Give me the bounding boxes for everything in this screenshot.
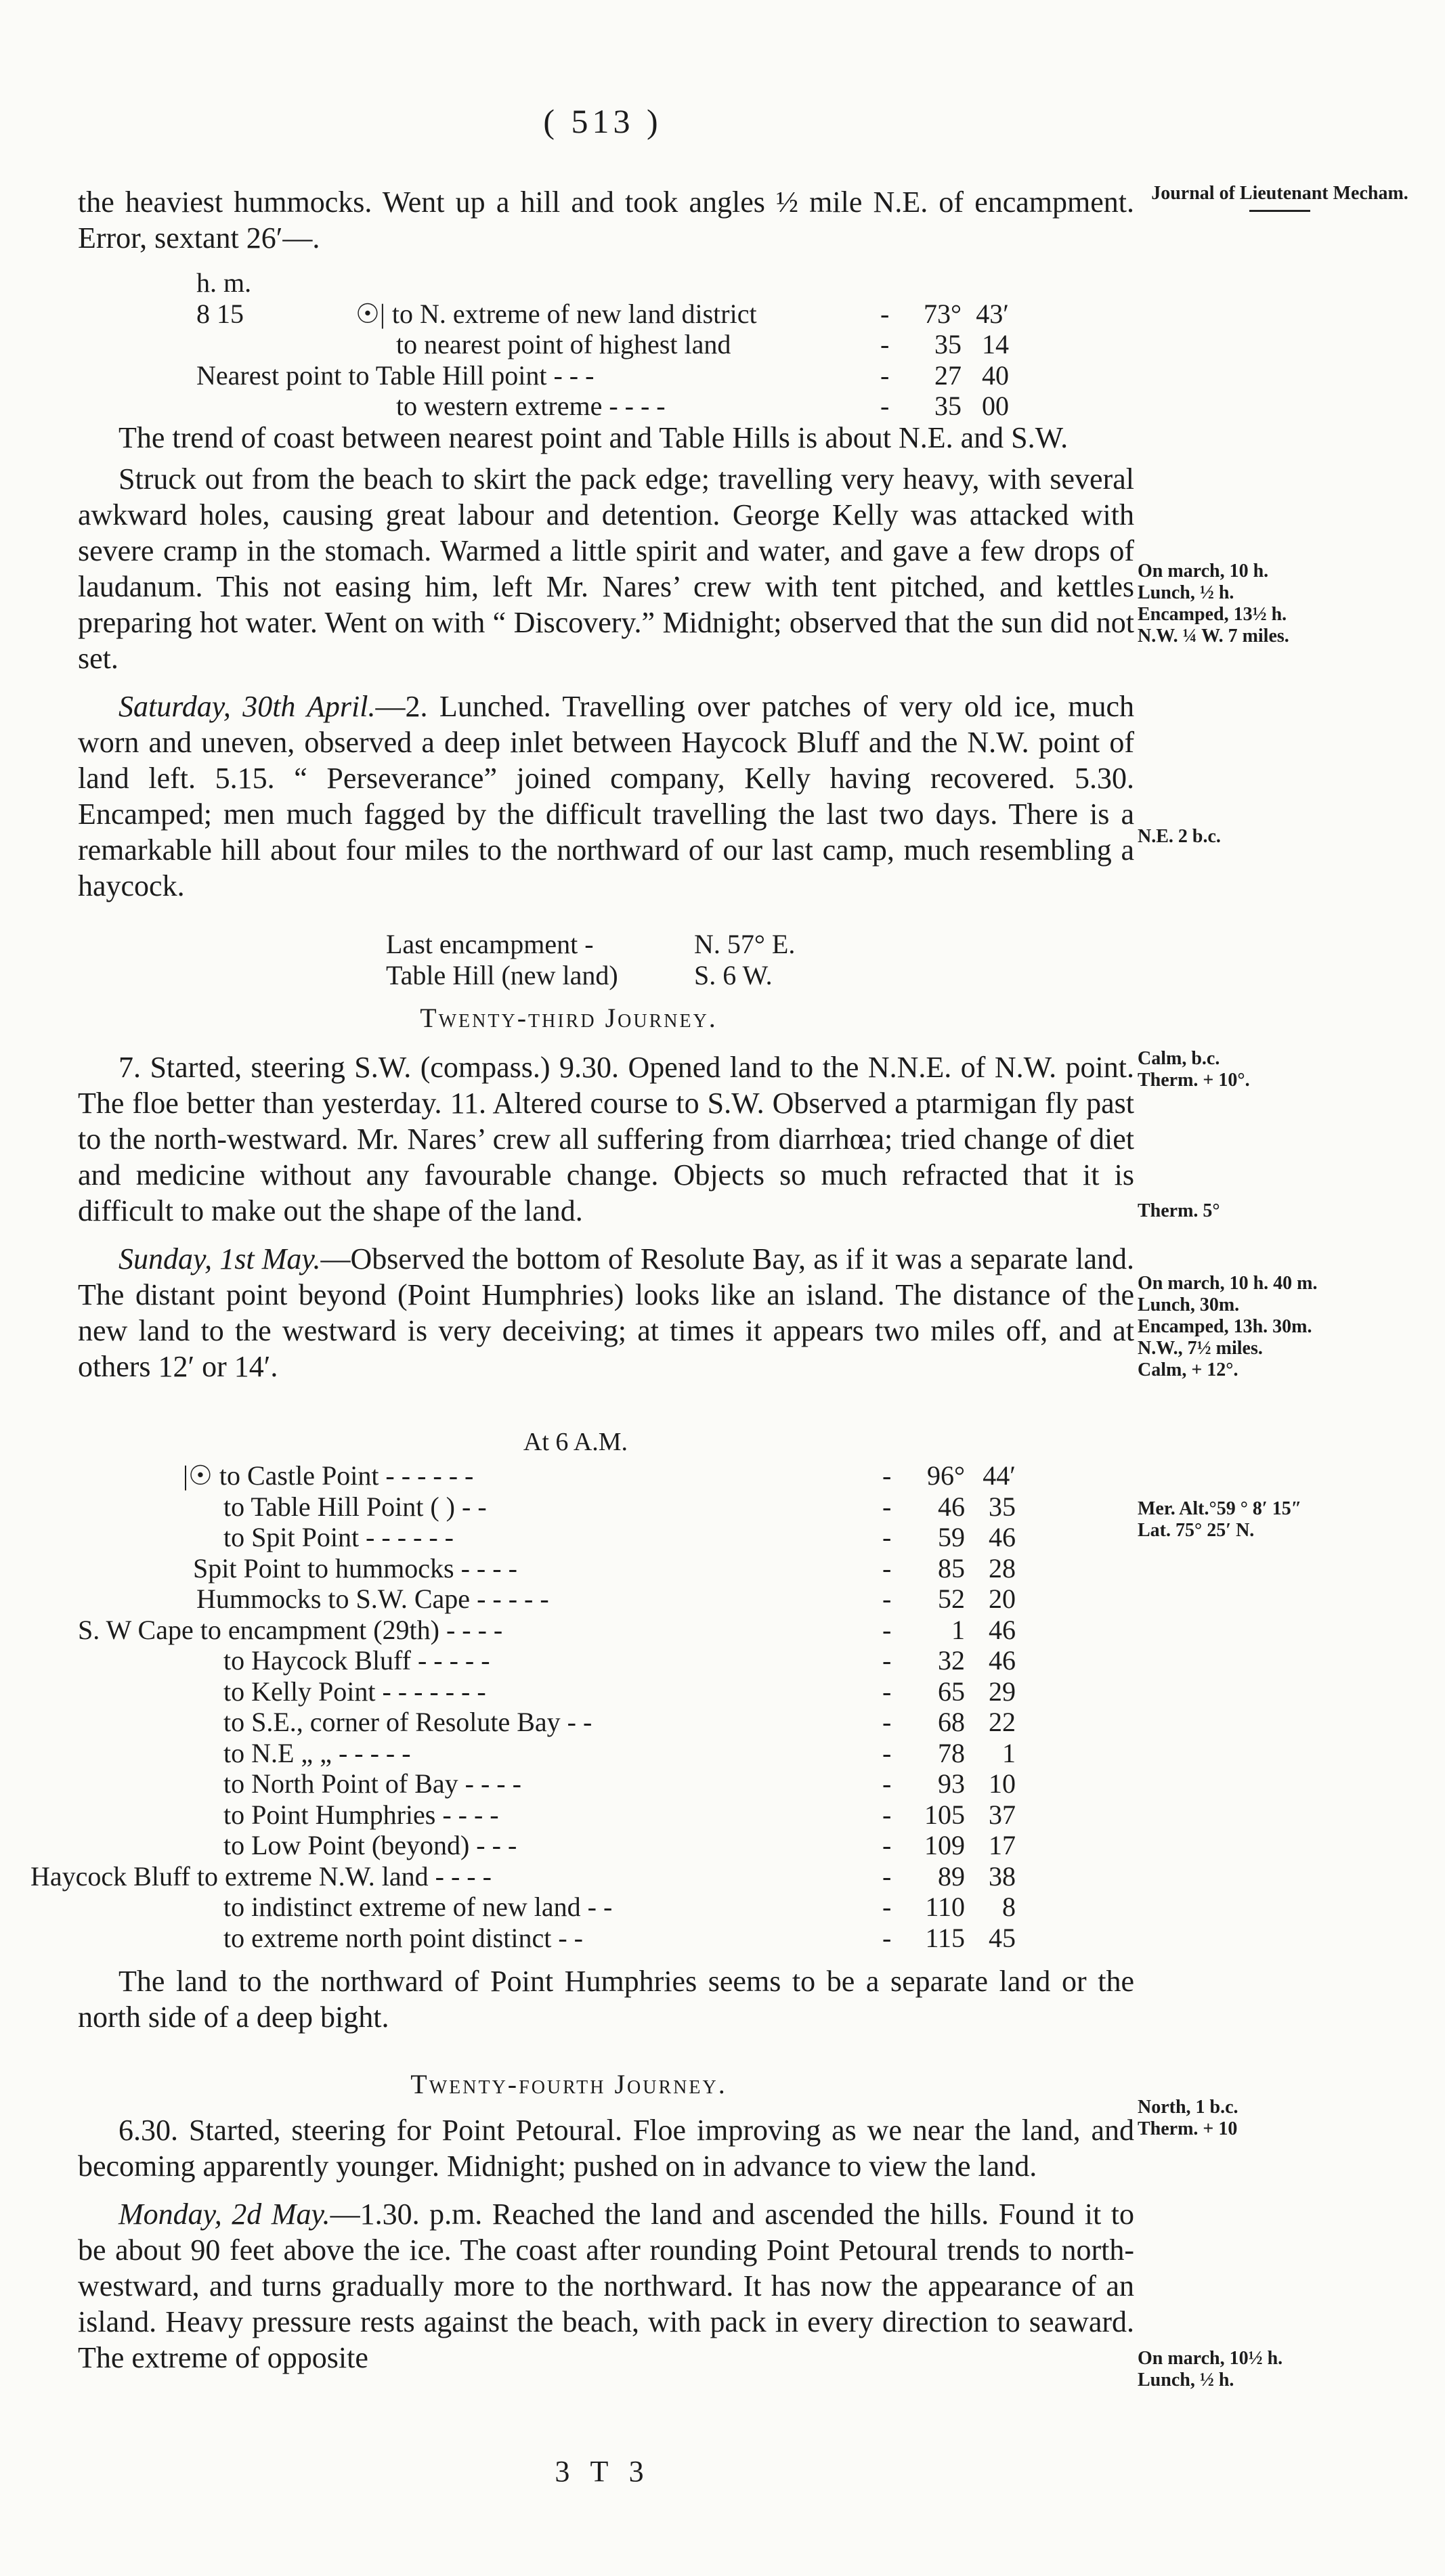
paragraph-body: —Observed the bottom of Resolute Bay, as if it was a separate land. The distant point beyond (Point Humphries) looks like an island. The distance of the new land to the westward is very deceiving; at times it appears two miles off, and at others 12′ or 14′. <box>78 1242 1134 1383</box>
paragraph: 7. Started, steering S.W. (compass.) 9.30. Opened land to the N.N.E. of N.W. point. The floe better than yesterday. 11. Altered course to S.W. Observed a ptarmigan fly past to the north-westward. Mr. Nares’ crew all suffering from diarrhœa; tried change of diet and medicine without any favourable change. Objects so much refracted that it is difficult to make out the shape of the land. <box>78 1051 1134 1227</box>
minute-cell: 37 <box>989 1799 1016 1830</box>
label-cell: to N.E „ „ - - - - - <box>223 1737 411 1768</box>
table-row <box>30 1491 1060 1523</box>
margin-note-2: N.E. 2 b.c. <box>1138 826 1221 847</box>
margin-line: Encamped, 13h. 30m. <box>1138 1316 1312 1337</box>
section-heading: Twenty-fourth Journey. <box>410 2069 727 2099</box>
table-row <box>30 1522 1060 1553</box>
angles-table-2 <box>30 1460 1060 1953</box>
table-row <box>30 1676 1060 1707</box>
text-block-3 <box>78 1049 1134 1384</box>
paragraph: Struck out from the beach to skirt the pack edge; travelling very heavy, with several awkward holes, causing great labour and detention. George Kelly was attacked with severe cramp in the stomach. Warmed a little spirit and water, and gave a few drops of laudanum. This not easing him, left Mr. Nares’ crew with tent pitched, and kettles preparing hot water. Went on with “ Discovery.” Midnight; observed that the sun did not set. <box>78 462 1134 675</box>
margin-line: On march, 10 h. 40 m. <box>1138 1273 1318 1294</box>
degree-cell: 35 <box>934 391 962 421</box>
minute-cell: 44′ <box>983 1460 1016 1491</box>
margin-line: On march, 10 h. <box>1138 561 1269 582</box>
table-row <box>30 1460 1060 1491</box>
paragraph: The land to the northward of Point Humphries seems to be a separate land or the north side of a deep bight. <box>78 1965 1134 2034</box>
margin-line: Lunch, ½ h. <box>1138 582 1234 603</box>
degree-cell: 32 <box>938 1645 965 1676</box>
minute-cell: 00 <box>982 391 1009 421</box>
minute-cell: 14 <box>982 329 1009 359</box>
table-row <box>30 1861 1060 1892</box>
dash-cell: - <box>880 329 890 359</box>
minute-cell: 8 <box>1002 1892 1016 1922</box>
dash-cell: - <box>882 1460 892 1491</box>
bearing-row <box>386 960 928 991</box>
dash-cell: - <box>882 1707 892 1737</box>
margin-note-1 <box>1138 561 1422 647</box>
table-row <box>30 1799 1060 1831</box>
table-row <box>30 1892 1060 1923</box>
minute-cell: 45 <box>989 1922 1016 1953</box>
label-cell: to North Point of Bay - - - - <box>223 1768 521 1799</box>
minute-cell: 46 <box>989 1522 1016 1552</box>
label-cell: to Low Point (beyond) - - - <box>223 1830 517 1860</box>
margin-line: Calm, b.c. <box>1138 1048 1220 1069</box>
text-block-4 <box>78 1963 1134 2035</box>
margin-line: On march, 10½ h. <box>1138 2348 1283 2369</box>
date-lead: Sunday, 1st May. <box>118 1242 321 1275</box>
dash-cell: - <box>882 1645 892 1676</box>
margin-line: Lunch, 30m. <box>1138 1294 1240 1315</box>
degree-cell: 115 <box>925 1922 965 1953</box>
time-header: h. m. <box>196 267 252 298</box>
degree-cell: 85 <box>938 1552 965 1584</box>
degree-cell: 65 <box>938 1676 965 1707</box>
table-row <box>30 1768 1060 1799</box>
table-row <box>196 299 1077 330</box>
table-row <box>196 329 1077 360</box>
table-row <box>30 1923 1060 1954</box>
label-cell: to western extreme - - - - <box>396 391 666 421</box>
label-cell: to indistinct extreme of new land - - <box>223 1892 613 1922</box>
dash-cell: - <box>882 1799 892 1830</box>
label-cell: |☉ to Castle Point - - - - - - <box>183 1460 474 1491</box>
dash-cell: - <box>880 359 890 391</box>
margin-note-8 <box>1138 2348 1422 2391</box>
label-cell: to Kelly Point - - - - - - - <box>223 1676 486 1707</box>
table-header <box>196 267 1077 299</box>
label-cell: to nearest point of highest land <box>396 329 731 359</box>
page-number: ( 513 ) <box>543 102 662 140</box>
bearing-label: Last encampment - <box>386 929 594 959</box>
paragraph <box>78 1241 1134 1384</box>
margin-note-6 <box>1138 1498 1422 1542</box>
margin-line: Lunch, ½ h. <box>1138 2370 1234 2391</box>
degree-cell: 96° <box>927 1460 965 1491</box>
margin-line: Lat. 75° 25′ N. <box>1138 1520 1255 1541</box>
margin-line: N.W. ¼ W. 7 miles. <box>1138 626 1289 647</box>
degree-cell: 105 <box>924 1799 965 1830</box>
dash-cell: - <box>880 391 890 421</box>
minute-cell: 17 <box>989 1830 1016 1860</box>
table-row <box>30 1707 1060 1738</box>
paragraph <box>78 2196 1134 2376</box>
text-block-2 <box>78 420 1134 904</box>
dash-cell: - <box>882 1614 892 1645</box>
degree-cell: 46 <box>938 1491 965 1522</box>
bearings-table <box>386 929 928 990</box>
table-row <box>196 391 1077 422</box>
paragraph: the heaviest hummocks. Went up a hill and took angles ½ mile N.E. of encampment. Error, sextant 26′—. <box>78 185 1134 255</box>
bearing-label: Table Hill (new land) <box>386 959 618 990</box>
label-cell: Spit Point to hummocks - - - - <box>193 1552 517 1584</box>
margin-note-journal <box>1151 183 1408 212</box>
label-cell: to extreme north point distinct - - <box>223 1922 583 1953</box>
paragraph <box>78 689 1134 904</box>
margin-note-4: Therm. 5° <box>1138 1200 1220 1221</box>
date-lead: Monday, 2d May. <box>118 2198 330 2231</box>
label-cell: to Spit Point - - - - - - <box>223 1522 454 1552</box>
dash-cell: - <box>882 1830 892 1860</box>
minute-cell: 38 <box>989 1860 1016 1892</box>
degree-cell: 27 <box>934 359 962 391</box>
degree-cell: 110 <box>925 1892 965 1922</box>
degree-cell: 89 <box>938 1860 965 1892</box>
label-cell: to S.E., corner of Resolute Bay - - <box>223 1707 592 1737</box>
table-row <box>30 1553 1060 1584</box>
margin-line: Therm. + 10°. <box>1138 1070 1250 1091</box>
label-cell: to Point Humphries - - - - <box>223 1799 499 1830</box>
label-cell: S. W Cape to encampment (29th) - - - - <box>78 1614 503 1645</box>
time-cell: 8 15 <box>196 298 244 329</box>
label-cell: to Haycock Bluff - - - - - <box>223 1645 490 1676</box>
dash-cell: - <box>882 1491 892 1522</box>
paragraph: 6.30. Started, steering for Point Petoural. Floe improving as we near the land, and becoming apparently younger. Midnight; pushed on in advance to view the land. <box>78 2114 1134 2183</box>
table-row <box>30 1830 1060 1861</box>
label-cell: to Table Hill Point ( ) - - <box>223 1491 487 1522</box>
degree-cell: 52 <box>938 1584 965 1614</box>
dash-cell: - <box>882 1892 892 1922</box>
label-cell: Haycock Bluff to extreme N.W. land - - - - <box>30 1860 492 1892</box>
dash-cell: - <box>882 1922 892 1953</box>
table-row <box>30 1738 1060 1769</box>
margin-line: Calm, + 12°. <box>1138 1359 1238 1380</box>
minute-cell: 10 <box>989 1768 1016 1799</box>
table-row <box>196 360 1077 391</box>
minute-cell: 43′ <box>976 298 1009 329</box>
degree-cell: 109 <box>924 1830 965 1860</box>
margin-line: Therm. + 10 <box>1138 2118 1238 2139</box>
margin-note-5 <box>1138 1273 1422 1381</box>
minute-cell: 22 <box>989 1707 1016 1737</box>
time-lead: —1.30. p.m. <box>330 2198 483 2231</box>
label-cell: Nearest point to Table Hill point - - - <box>196 359 595 391</box>
bearing-direction: N. 57° E. <box>694 929 796 959</box>
degree-cell: 78 <box>938 1737 965 1768</box>
minute-cell: 28 <box>989 1552 1016 1584</box>
journal-label: Journal of Lieutenant Mecham. <box>1151 183 1408 204</box>
degree-cell: 59 <box>938 1522 965 1552</box>
dash-cell: - <box>880 298 890 329</box>
minute-cell: 1 <box>1002 1737 1016 1768</box>
degree-cell: 73° <box>924 298 962 329</box>
text-block-5 <box>78 2112 1134 2376</box>
degree-cell: 93 <box>938 1768 965 1799</box>
angles-table-1 <box>196 267 1077 422</box>
margin-line: N.W., 7½ miles. <box>1138 1338 1263 1359</box>
table-title: At 6 A.M. <box>523 1428 628 1456</box>
minute-cell: 35 <box>989 1491 1016 1522</box>
dash-cell: - <box>882 1860 892 1892</box>
dash-cell: - <box>882 1737 892 1768</box>
margin-line: North, 1 b.c. <box>1138 2097 1238 2118</box>
degree-cell: 68 <box>938 1707 965 1737</box>
bearing-direction: S. 6 W. <box>694 959 773 990</box>
degree-cell: 35 <box>934 329 962 359</box>
margin-note-7 <box>1138 2097 1422 2140</box>
minute-cell: 46 <box>989 1614 1016 1645</box>
margin-note-3 <box>1138 1048 1422 1091</box>
date-lead: Saturday, 30th April. <box>118 690 376 723</box>
margin-line: Mer. Alt.°59 ° 8′ 15″ <box>1138 1498 1302 1519</box>
table-row <box>30 1584 1060 1615</box>
bearing-row <box>386 929 928 960</box>
label-cell: Hummocks to S.W. Cape - - - - - <box>196 1584 549 1614</box>
degree-cell: 1 <box>951 1614 965 1645</box>
paragraph-body: —2. Lunched. Travelling over patches of very old ice, much worn and uneven, observed a deep inlet between Haycock Bluff and the N.W. point of land left. 5.15. “ Perseverance” joined company, Kelly having recovered. 5.30. Encamped; men much fagged by the difficult travelling the last two days. There is a remarkable hill about four miles to the northward of our last camp, much resembling a haycock. <box>78 690 1134 902</box>
label-cell: ☉| to N. extreme of new land district <box>355 298 757 329</box>
dash-cell: - <box>882 1768 892 1799</box>
dash-cell: - <box>882 1522 892 1552</box>
minute-cell: 29 <box>989 1676 1016 1707</box>
minute-cell: 46 <box>989 1645 1016 1676</box>
dash-cell: - <box>882 1584 892 1614</box>
margin-line: Encamped, 13½ h. <box>1138 604 1287 625</box>
dash-cell: - <box>882 1552 892 1584</box>
signature-mark: 3 T 3 <box>555 2455 651 2488</box>
table-row <box>30 1615 1060 1646</box>
margin-rule <box>1249 210 1310 212</box>
minute-cell: 20 <box>989 1584 1016 1614</box>
section-heading: Twenty-third Journey. <box>420 1003 718 1033</box>
paragraph-1-block <box>78 184 1134 256</box>
paragraph-body: Reached the land and ascended the hills. Found it to be about 90 feet above the ice. The coast after rounding Point Petoural trends to north-westward, and turns gradually more to the northward. It has now the appearance of an island. Heavy pressure rests against the beach, with pack in every direction to seaward. The extreme of opposite <box>78 2198 1134 2374</box>
dash-cell: - <box>882 1676 892 1707</box>
minute-cell: 40 <box>982 359 1009 391</box>
paragraph: The trend of coast between nearest point and Table Hills is about N.E. and S.W. <box>118 421 1069 454</box>
table-row <box>30 1645 1060 1676</box>
